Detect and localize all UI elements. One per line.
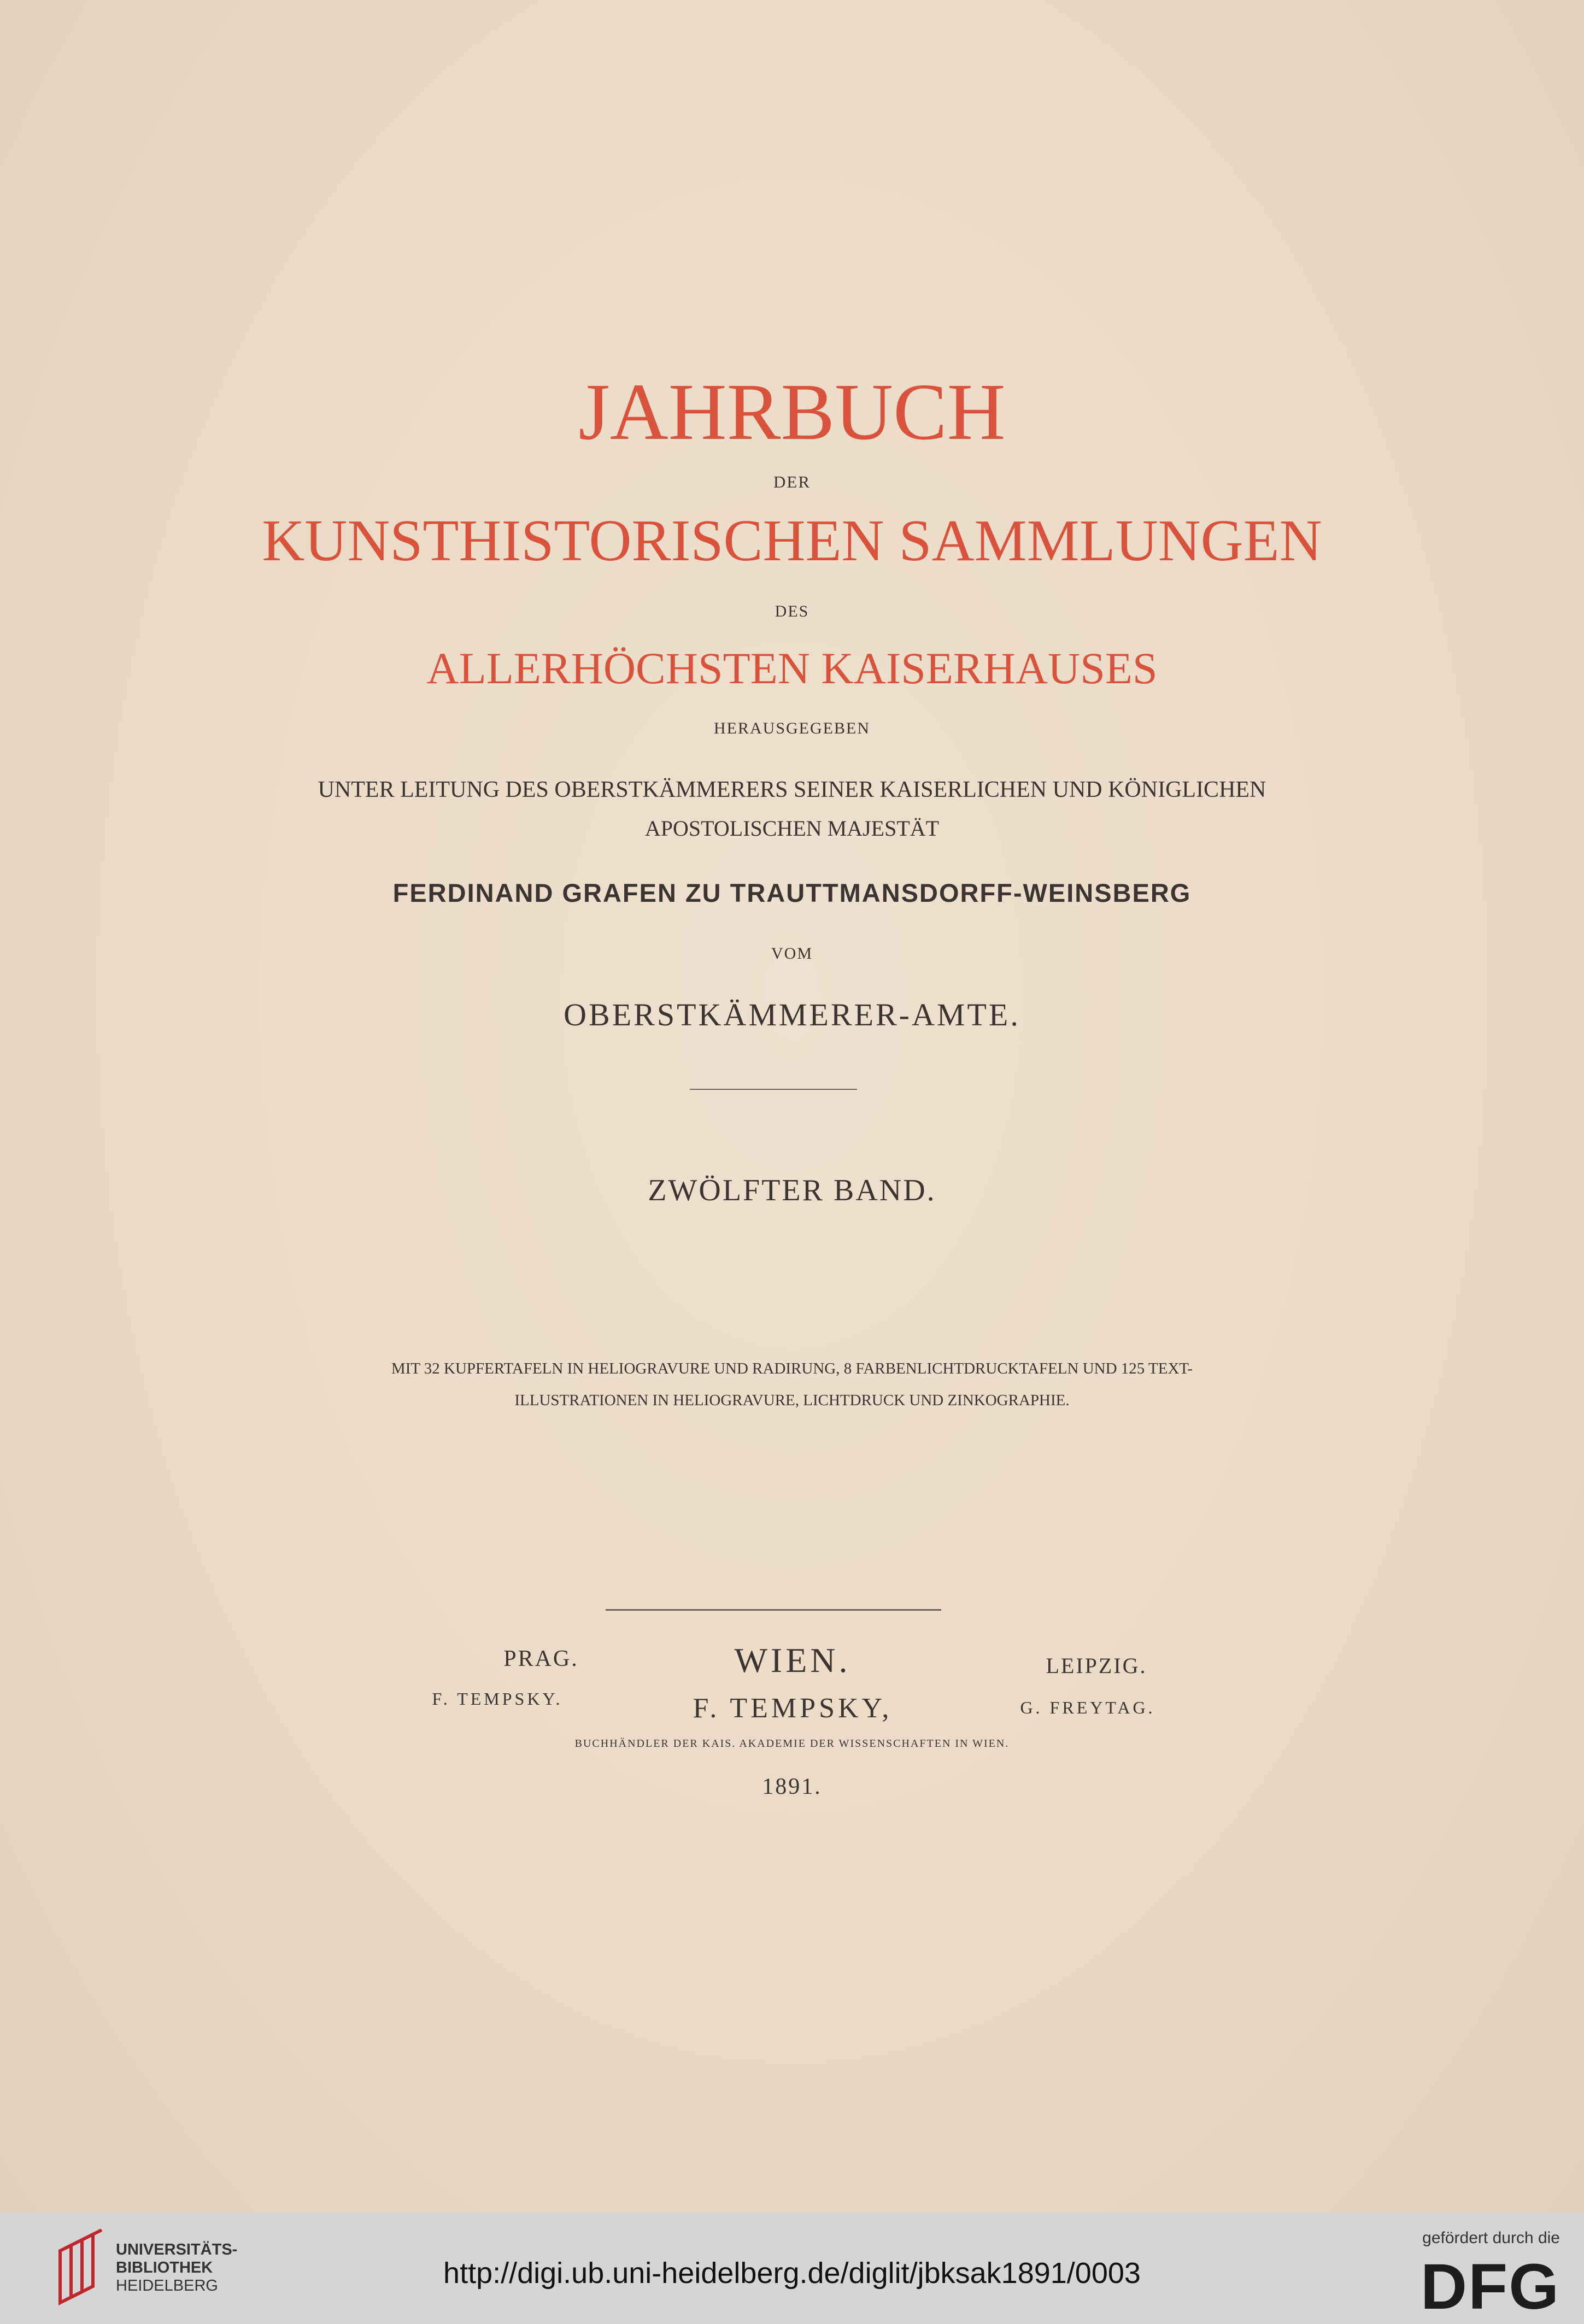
- imprint-center-city: WIEN.: [734, 1641, 851, 1680]
- library-name-line-3: HEIDELBERG: [116, 2277, 218, 2294]
- connector-des: DES: [775, 602, 809, 620]
- subtitle-sammlungen: KUNSTHISTORISCHEN SAMMLUNGEN: [262, 508, 1322, 573]
- publication-year: 1891.: [762, 1774, 822, 1799]
- leitung-line-2: APOSTOLISCHEN MAJESTÄT: [644, 816, 940, 841]
- dfg-logo: DFG: [1420, 2251, 1560, 2323]
- person-name: FERDINAND GRAFEN ZU TRAUTTMANSDORFF-WEINSBERG: [392, 878, 1192, 907]
- imprint-right-city: LEIPZIG.: [1046, 1653, 1147, 1678]
- imprint-center-publisher: F. TEMPSKY,: [693, 1693, 893, 1724]
- illustrations-line-2: ILLUSTRATIONEN IN HELIOGRAVURE, LICHTDRUCK UND ZINKOGRAPHIE.: [514, 1392, 1070, 1409]
- imprint-left-city: PRAG.: [503, 1646, 579, 1671]
- herausgegeben: HERAUSGEGEBEN: [714, 719, 870, 737]
- imprint-left-publisher: F. TEMPSKY.: [432, 1689, 563, 1709]
- illustrations-line-1: MIT 32 KUPFERTAFELN IN HELIOGRAVURE UND RADIRUNG, 8 FARBENLICHTDRUCKTAFELN UND 125 TEXT-: [391, 1360, 1193, 1377]
- leitung-line-1: UNTER LEITUNG DES OBERSTKÄMMERERS SEINER KAISERLICHEN UND KÖNIGLICHEN: [318, 777, 1266, 802]
- connector-vom: VOM: [771, 944, 813, 963]
- book-title: JAHRBUCH: [578, 367, 1006, 457]
- subtitle-kaiserhauses: ALLERHÖCHSTEN KAISERHAUSES: [426, 643, 1158, 693]
- digitization-footer: [0, 2213, 1584, 2324]
- permalink-url[interactable]: http://digi.ub.uni-heidelberg.de/diglit/jbksak1891/0003: [443, 2257, 1141, 2290]
- divider-long: [606, 1609, 941, 1611]
- imprint-right-publisher: G. FREYTAG.: [1020, 1698, 1155, 1717]
- amt: OBERSTKÄMMERER-AMTE.: [564, 997, 1020, 1032]
- volume-label: ZWÖLFTER BAND.: [648, 1173, 936, 1207]
- library-name-line-2: BIBLIOTHEK: [116, 2259, 213, 2276]
- connector-der: DER: [773, 472, 811, 491]
- library-name-line-1: UNIVERSITÄTS-: [116, 2241, 238, 2258]
- divider-short: [690, 1089, 857, 1090]
- funding-label: gefördert durch die: [1422, 2229, 1560, 2247]
- bookseller-note: BUCHHÄNDLER DER KAIS. AKADEMIE DER WISSENSCHAFTEN IN WIEN.: [574, 1738, 1010, 1750]
